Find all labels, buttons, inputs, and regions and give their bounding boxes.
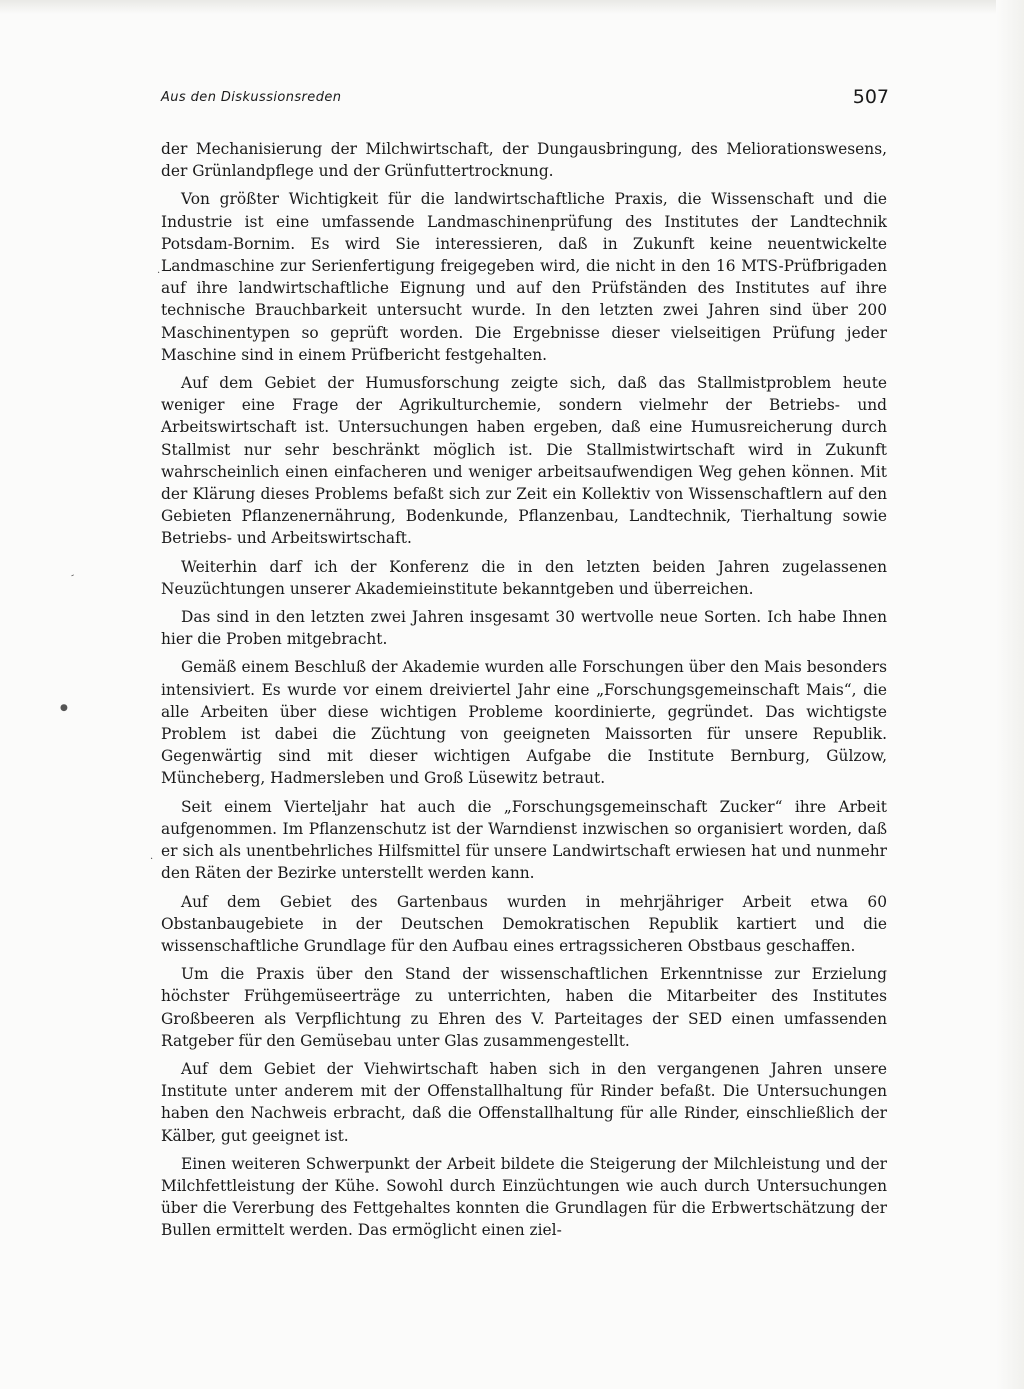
scan-edge-right [996,0,1024,1389]
paragraph-1: der Mechanisierung der Milchwirtschaft, der Dungausbringung, des Meliorationswesens, der Grünlandpflege und der Grünfuttertrocknung. [161,140,887,181]
body-text [161,138,887,1248]
paragraph-8: Auf dem Gebiet des Gartenbaus wurden in mehrjähriger Arbeit etwa 60 Obstanbaugebiete in der Deutschen Demokratischen Republik kartiert und die wissenschaftliche Grundlage für den Aufbau eines ertragssicheren Obstbaus geschaffen. [161,892,887,955]
scan-mark: · [157,268,161,279]
paragraph-4: Weiterhin darf ich der Konferenz die in den letzten beiden Jahren zugelassenen Neuzüchtungen unserer Akademieinstitute bekanntgeben und überreichen. [161,557,887,598]
page-header [161,86,891,114]
paragraph-2: Von größter Wichtigkeit für die landwirtschaftliche Praxis, die Wissenschaft und die Industrie ist eine umfassende Landmaschinenprüfung des Institutes der Landtechnik Potsdam-Bornim. Es wird Sie interessieren, daß in Zukunft keine neuentwickelte Landmaschine zur Serienfertigung freigegeben wird, die nicht in den 16 MTS-Prüfbrigaden auf ihre landwirtschaftliche Eignung und auf den Prüfständen des Institutes auf ihre technische Brauchbarkeit untersucht wurde. In den letzten zwei Jahren sind über 200 Maschinentypen so geprüft worden. Die Ergebnisse dieser vielseitigen Prüfung jeder Maschine sind in einem Prüfbericht festgehalten. [161,190,887,364]
scan-edge-top [0,0,1024,14]
scan-mark: ● [60,703,68,713]
scan-mark: · [150,854,154,865]
paragraph-7: Seit einem Vierteljahr hat auch die „Forschungsgemeinschaft Zucker“ ihre Arbeit aufgenommen. Im Pflanzenschutz ist der Warndienst inzwischen so organisiert worden, daß er sich als unentbehrliches Hilfsmittel für unsere Landwirtschaft erwiesen hat und nunmehr den Räten der Bezirke unterstellt werden kann. [161,797,887,883]
paragraph-10: Auf dem Gebiet der Viehwirtschaft haben sich in den vergangenen Jahren unsere Institute unter anderem mit der Offenstallhaltung für Rinder befaßt. Die Untersuchungen haben den Nachweis erbracht, daß die Offenstallhaltung für alle Rinder, einschließlich der Kälber, gut geeignet ist. [161,1059,887,1145]
paragraph-3: Auf dem Gebiet der Humusforschung zeigte sich, daß das Stallmistproblem heute weniger eine Frage der Agrikulturchemie, sondern vielmehr der Betriebs- und Arbeitswirtschaft ist. Untersuchungen haben ergeben, daß eine Humusreicherung durch Stallmist nur sehr beschränkt möglich ist. Die Stallmistwirtschaft wird in Zukunft wahrscheinlich einen einfacheren und weniger arbeitsaufwendigen Weg gehen können. Mit der Klärung dieses Problems befaßt sich zur Zeit ein Kollektiv von Wissenschaftlern auf den Gebieten Pflanzenernährung, Bodenkunde, Pflanzenbau, Landtechnik, Tierhaltung sowie Betriebs- und Arbeitswirtschaft. [161,374,887,548]
page-number: 507 [852,86,889,108]
running-title: Aus den Diskussionsreden [161,90,342,105]
paragraph-6: Gemäß einem Beschluß der Akademie wurden alle Forschungen über den Mais besonders intensiviert. Es wurde vor einem dreiviertel Jahr eine „Forschungsgemeinschaft Mais“, die alle Arbeiten über diese wichtigen Probleme koordinierte, gegründet. Das wichtigste Problem ist dabei die Züchtung von geeigneten Maissorten für unsere Republik. Gegenwärtig sind mit dieser wichtigen Aufgabe die Institute Bernburg, Gülzow, Müncheberg, Hadmersleben und Groß Lüsewitz betraut. [161,658,887,788]
scan-mark: - [68,569,77,582]
paragraph-5: Das sind in den letzten zwei Jahren insgesamt 30 wertvolle neue Sorten. Ich habe Ihnen hier die Proben mitgebracht. [161,608,887,649]
paragraph-11: Einen weiteren Schwerpunkt der Arbeit bildete die Steigerung der Milchleistung und der Milchfettleistung der Kühe. Sowohl durch Einzüchtungen wie auch durch Untersuchungen über die Vererbung des Fettgehaltes konnten die Grundlagen für die Erbwertschätzung der Bullen ermittelt werden. Das ermöglicht einen ziel- [161,1154,887,1240]
paragraph-9: Um die Praxis über den Stand der wissenschaftlichen Erkenntnisse zur Erzielung höchster Frühgemüseerträge zu unterrichten, haben die Mitarbeiter des Institutes Großbeeren als Verpflichtung zu Ehren des V. Parteitages der SED einen umfassenden Ratgeber für den Gemüsebau unter Glas zusammengestellt. [161,965,887,1050]
